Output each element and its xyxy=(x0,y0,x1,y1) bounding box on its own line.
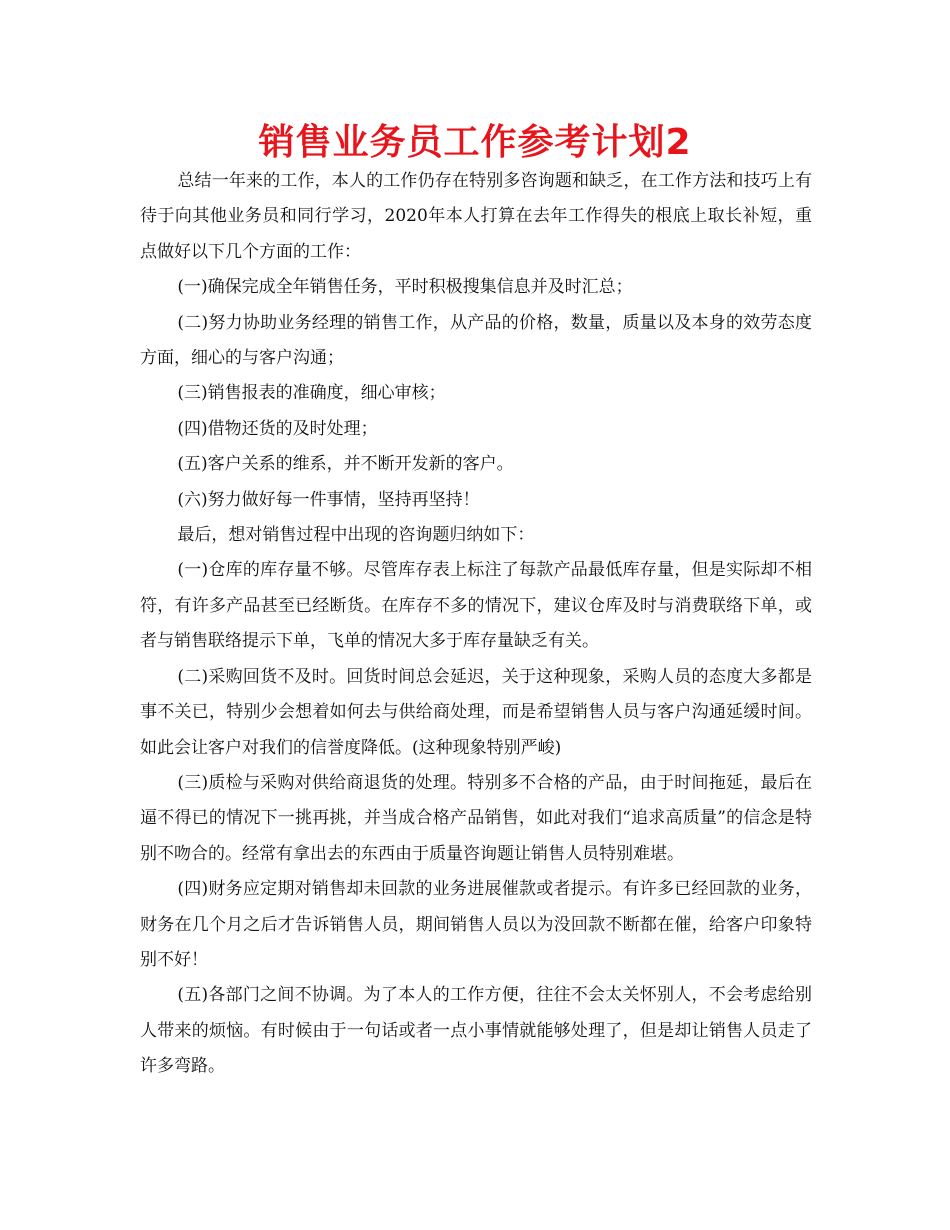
issue-item-2: (二)采购回货不及时。回货时间总会延迟，关于这种现象，采购人员的态度大多都是事不关已，特别少会想着如何去与供给商处理，而是希望销售人员与客户沟通延缓时间。如此会让客户对我们的信誉度降低。(这种现象特别严峻) xyxy=(140,666,812,758)
issue-item-3: (三)质检与采购对供给商退货的处理。特别多不合格的产品，由于时间拖延，最后在逼不得已的情况下一挑再挑，并当成合格产品销售，如此对我们“追求高质量”的信念是特别不吻合的。经常有拿出去的东西由于质量咨询题让销售人员特别难堪。 xyxy=(140,772,812,864)
plan-item-6: (六)努力做好每一件事情，坚持再坚持！ xyxy=(177,489,480,510)
plan-item-2: (二)努力协助业务经理的销售工作，从产品的价格，数量，质量以及本身的效劳态度方面，细心的与客户沟通； xyxy=(140,312,812,369)
plan-item-4: (四)借物还货的及时处理； xyxy=(177,418,378,439)
issue-item-4: (四)财务应定期对销售却未回款的业务进展催款或者提示。有许多已经回款的业务，财务在几个月之后才告诉销售人员，期间销售人员以为没回款不断都在催，给客户印象特别不好！ xyxy=(140,879,812,970)
document-body xyxy=(140,164,812,1085)
plan-item-3: (三)销售报表的准确度，细心审核； xyxy=(177,383,446,404)
plan-item-5: (五)客户关系的维系，并不断开发新的客户。 xyxy=(177,454,514,475)
issue-item-1: (一)仓库的库存量不够。尽管库存表上标注了每款产品最低库存量，但是实际却不相符，有许多产品甚至已经断货。在库存不多的情况下，建议仓库及时与消费联络下单，或者与销售联络提示下单，飞单的情况大多于库存量缺乏有关。 xyxy=(140,560,812,652)
document-title: 销售业务员工作参考计划2 xyxy=(258,122,692,163)
issue-item-5: (五)各部门之间不协调。为了本人的工作方便，往往不会太关怀别人，不会考虑给别人带来的烦恼。有时候由于一句话或者一点小事情就能够处理了，但是却让销售人员走了许多弯路。 xyxy=(140,985,812,1077)
intro-paragraph: 总结一年来的工作，本人的工作仍存在特别多咨询题和缺乏，在工作方法和技巧上有待于向其他业务员和同行学习，2020年本人打算在去年工作得失的根底上取长补短，重点做好以下几个方面的工作： xyxy=(140,171,812,262)
plan-item-1: (一)确保完成全年销售任务，平时积极搜集信息并及时汇总； xyxy=(177,277,633,298)
issues-intro-paragraph: 最后，想对销售过程中出现的咨询题归纳如下： xyxy=(177,525,535,546)
